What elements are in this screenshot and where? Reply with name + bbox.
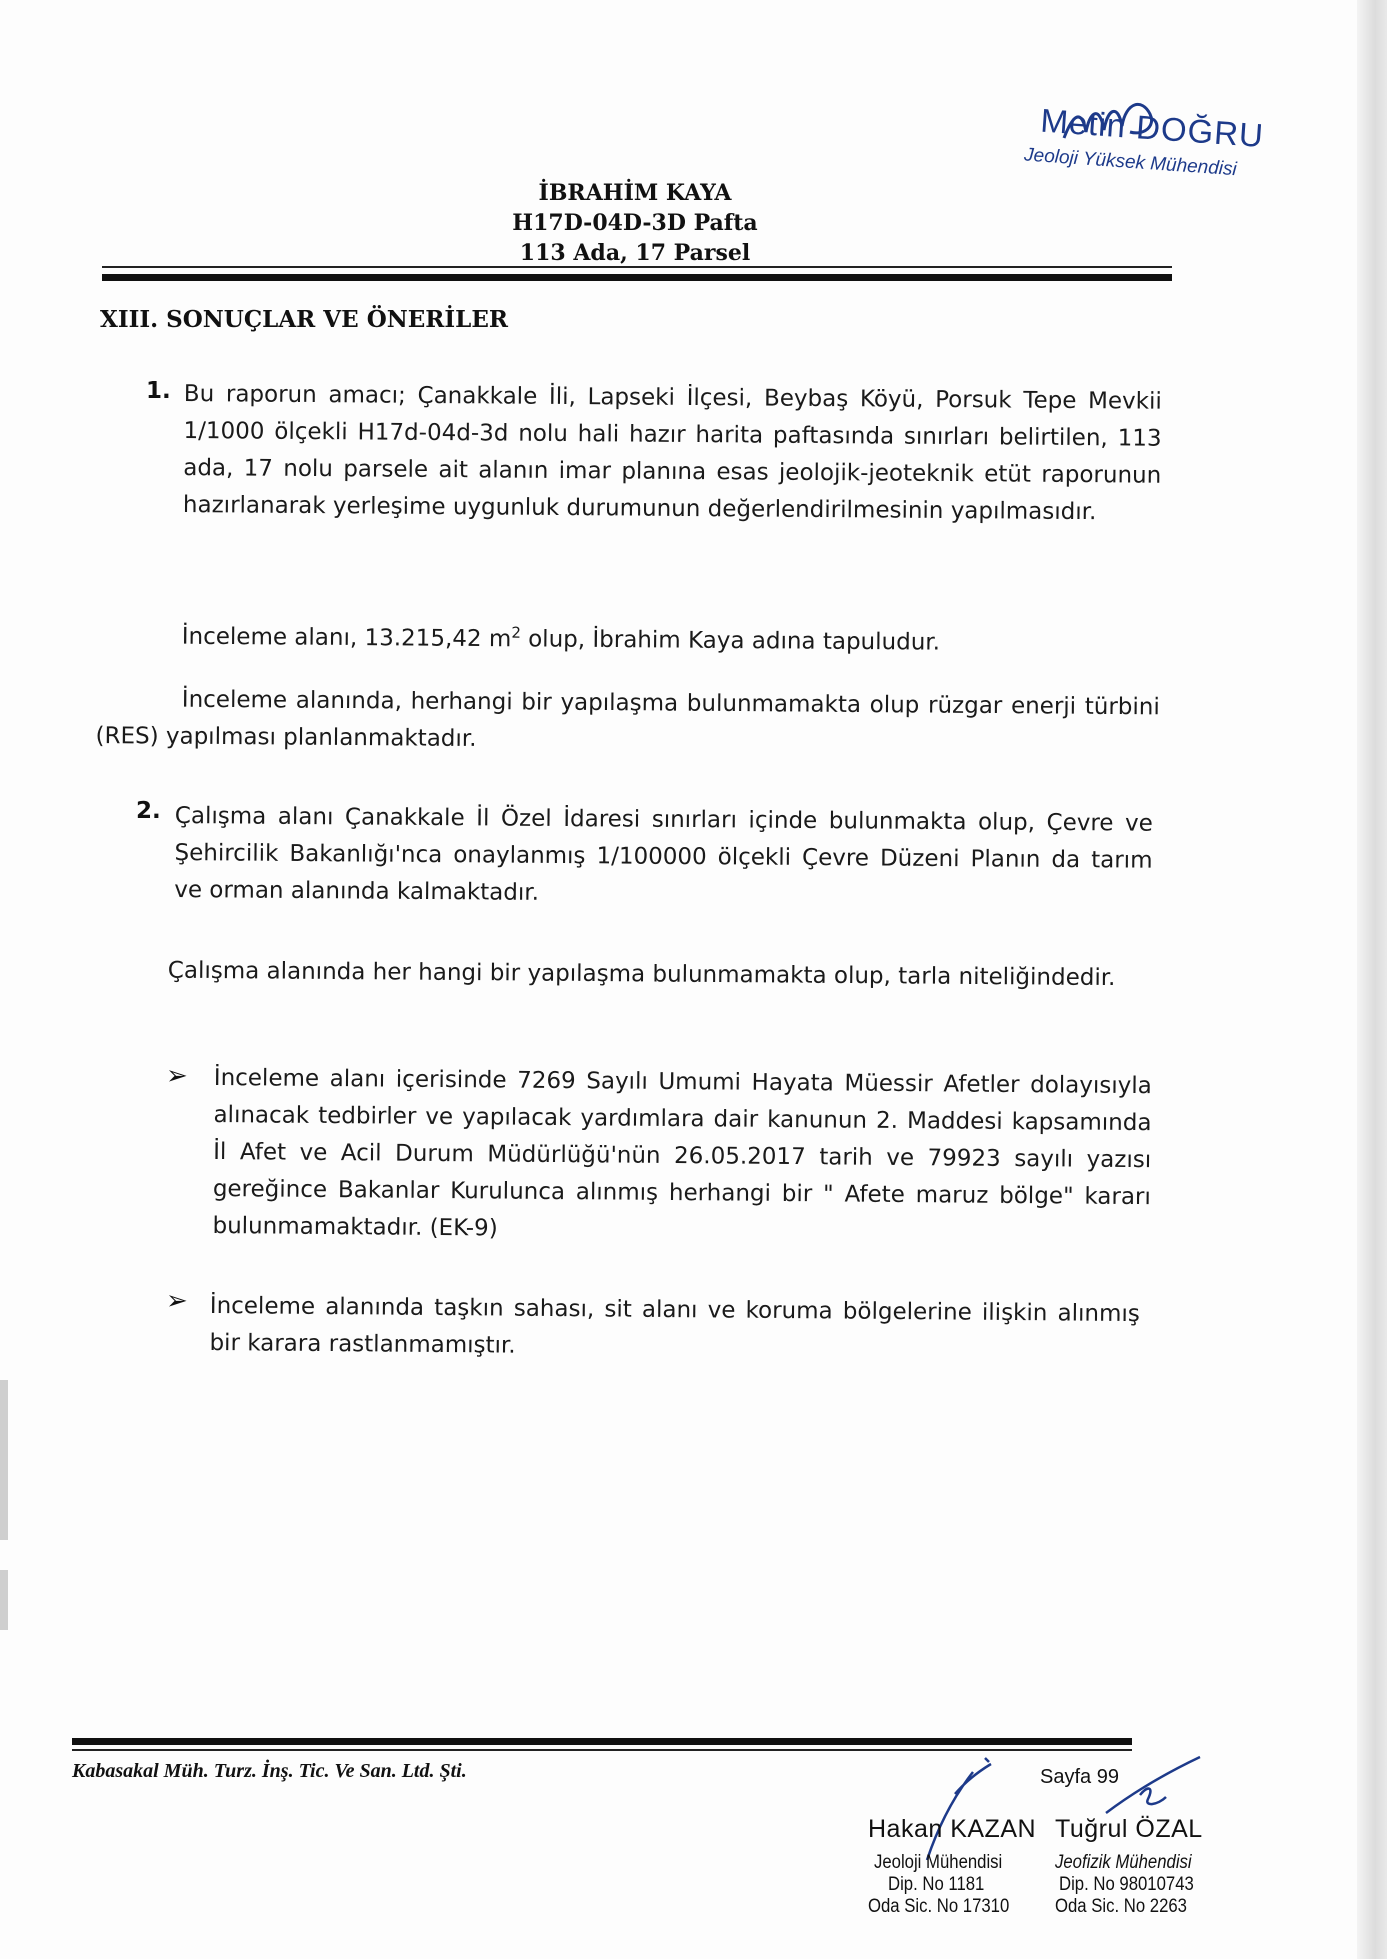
owner-name: İBRAHİM KAYA: [538, 180, 732, 206]
arrow-bullet-icon: ➢: [166, 1061, 188, 1091]
item-paragraph: Bu raporun amacı; Çanakkale İli, Lapseki İlçesi, Beybaş Köyü, Porsuk Tepe Mevkii 1/1000 ölçekli H17d-04d-3d nolu hali hazır harita paftasında sınırları belirtilen, 113 ada, 17 nolu parsele ait alanın imar planına esas jeolojik-jeoteknik etüt raporunun hazırlanarak yerleşime uygunluk durumunun değerlendirilmesinin yapılmasıdır.: [182, 380, 1162, 526]
stamp-name: Metin DOĞRU: [1039, 101, 1266, 155]
area-text-rest: olup, İbrahim Kaya adına tapuludur.: [520, 626, 941, 656]
engineer-name: Tuğrul ÖZAL: [1055, 1815, 1203, 1843]
signature-block-kazan: [868, 1815, 1036, 1918]
scan-mark: [0, 1570, 8, 1630]
stamp-title: Jeoloji Yüksek Mühendisi: [1023, 144, 1238, 181]
engineer-title: Jeoloji Mühendisi: [874, 1852, 1003, 1873]
item-number: 1.: [146, 378, 171, 404]
signature-block-ozal: [1055, 1815, 1212, 1918]
engineer-title: Jeofizik Mühendisi: [1055, 1852, 1192, 1873]
scan-mark: [0, 1380, 8, 1540]
parcel-id: 113 Ada, 17 Parsel: [519, 240, 751, 266]
area-text: İnceleme alanı, 13.215,42 m: [181, 623, 512, 653]
diploma-number: Dip. No 98010743: [1059, 1874, 1194, 1895]
sheet-id: H17D-04D-3D Pafta: [512, 210, 758, 236]
engineer-name: Hakan KAZAN: [868, 1815, 1037, 1843]
scan-edge: [1357, 0, 1387, 1959]
res-paragraph: İnceleme alanında, herhangi bir yapılaşma bulunmamakta olup rüzgar enerji türbini (RES) yapılması planlanmaktadır.: [95, 686, 1160, 752]
chamber-registration: Oda Sic. No 17310: [868, 1896, 1010, 1917]
bullet-text: İnceleme alanı içerisinde 7269 Sayılı Umumi Hayata Müessir Afetler dolayısıyla alınacak tedbirler ve yapılacak yardımlara dair kanunun 2. Maddesi kapsamında İl Afet ve Acil Durum Müdürlüğü'nün 26.05.2017 tarih ve 79923 sayılı yazısı gereğince Bakanlar Kurulunca alınmış herhangi bir " Afete maruz bölge" kararı bulunmamaktadır. (EK-9): [212, 1064, 1152, 1242]
diploma-number: Dip. No 1181: [888, 1874, 985, 1895]
company-name: Kabasakal Müh. Turz. İnş. Tic. Ve San. Ltd. Şti.: [72, 1760, 467, 1782]
chamber-registration: Oda Sic. No 2263: [1055, 1896, 1187, 1917]
bullet-text: İnceleme alanında taşkın sahası, sit alanı ve koruma bölgelerine ilişkin alınmış bir karara rastlanmamıştır.: [209, 1292, 1140, 1359]
arrow-bullet-icon: ➢: [166, 1286, 188, 1316]
document-header: [420, 178, 850, 268]
header-divider-thick: [102, 274, 1172, 281]
item-number: 2.: [136, 798, 161, 824]
area-unit-exponent: 2: [511, 623, 521, 642]
page-number: Sayfa 99: [1040, 1766, 1119, 1788]
header-divider-thin: [102, 266, 1172, 268]
section-title: XIII. SONUÇLAR VE ÖNERİLER: [100, 306, 508, 333]
signature-scribble-top: [1060, 92, 1170, 152]
area-paragraph: [182, 612, 1082, 663]
tarla-paragraph: Çalışma alanında her hangi bir yapılaşma bulunmamakta olup, tarla niteliğindedir.: [167, 957, 1116, 992]
footer-divider-thick: [72, 1738, 1132, 1745]
item-paragraph: Çalışma alanı Çanakkale İl Özel İdaresi sınırları içinde bulunmakta olup, Çevre ve Şehircilik Bakanlığı'nca onaylanmış 1/100000 ölçekli Çevre Düzeni Planın da tarım ve orman alanında kalmaktadır.: [174, 802, 1153, 906]
